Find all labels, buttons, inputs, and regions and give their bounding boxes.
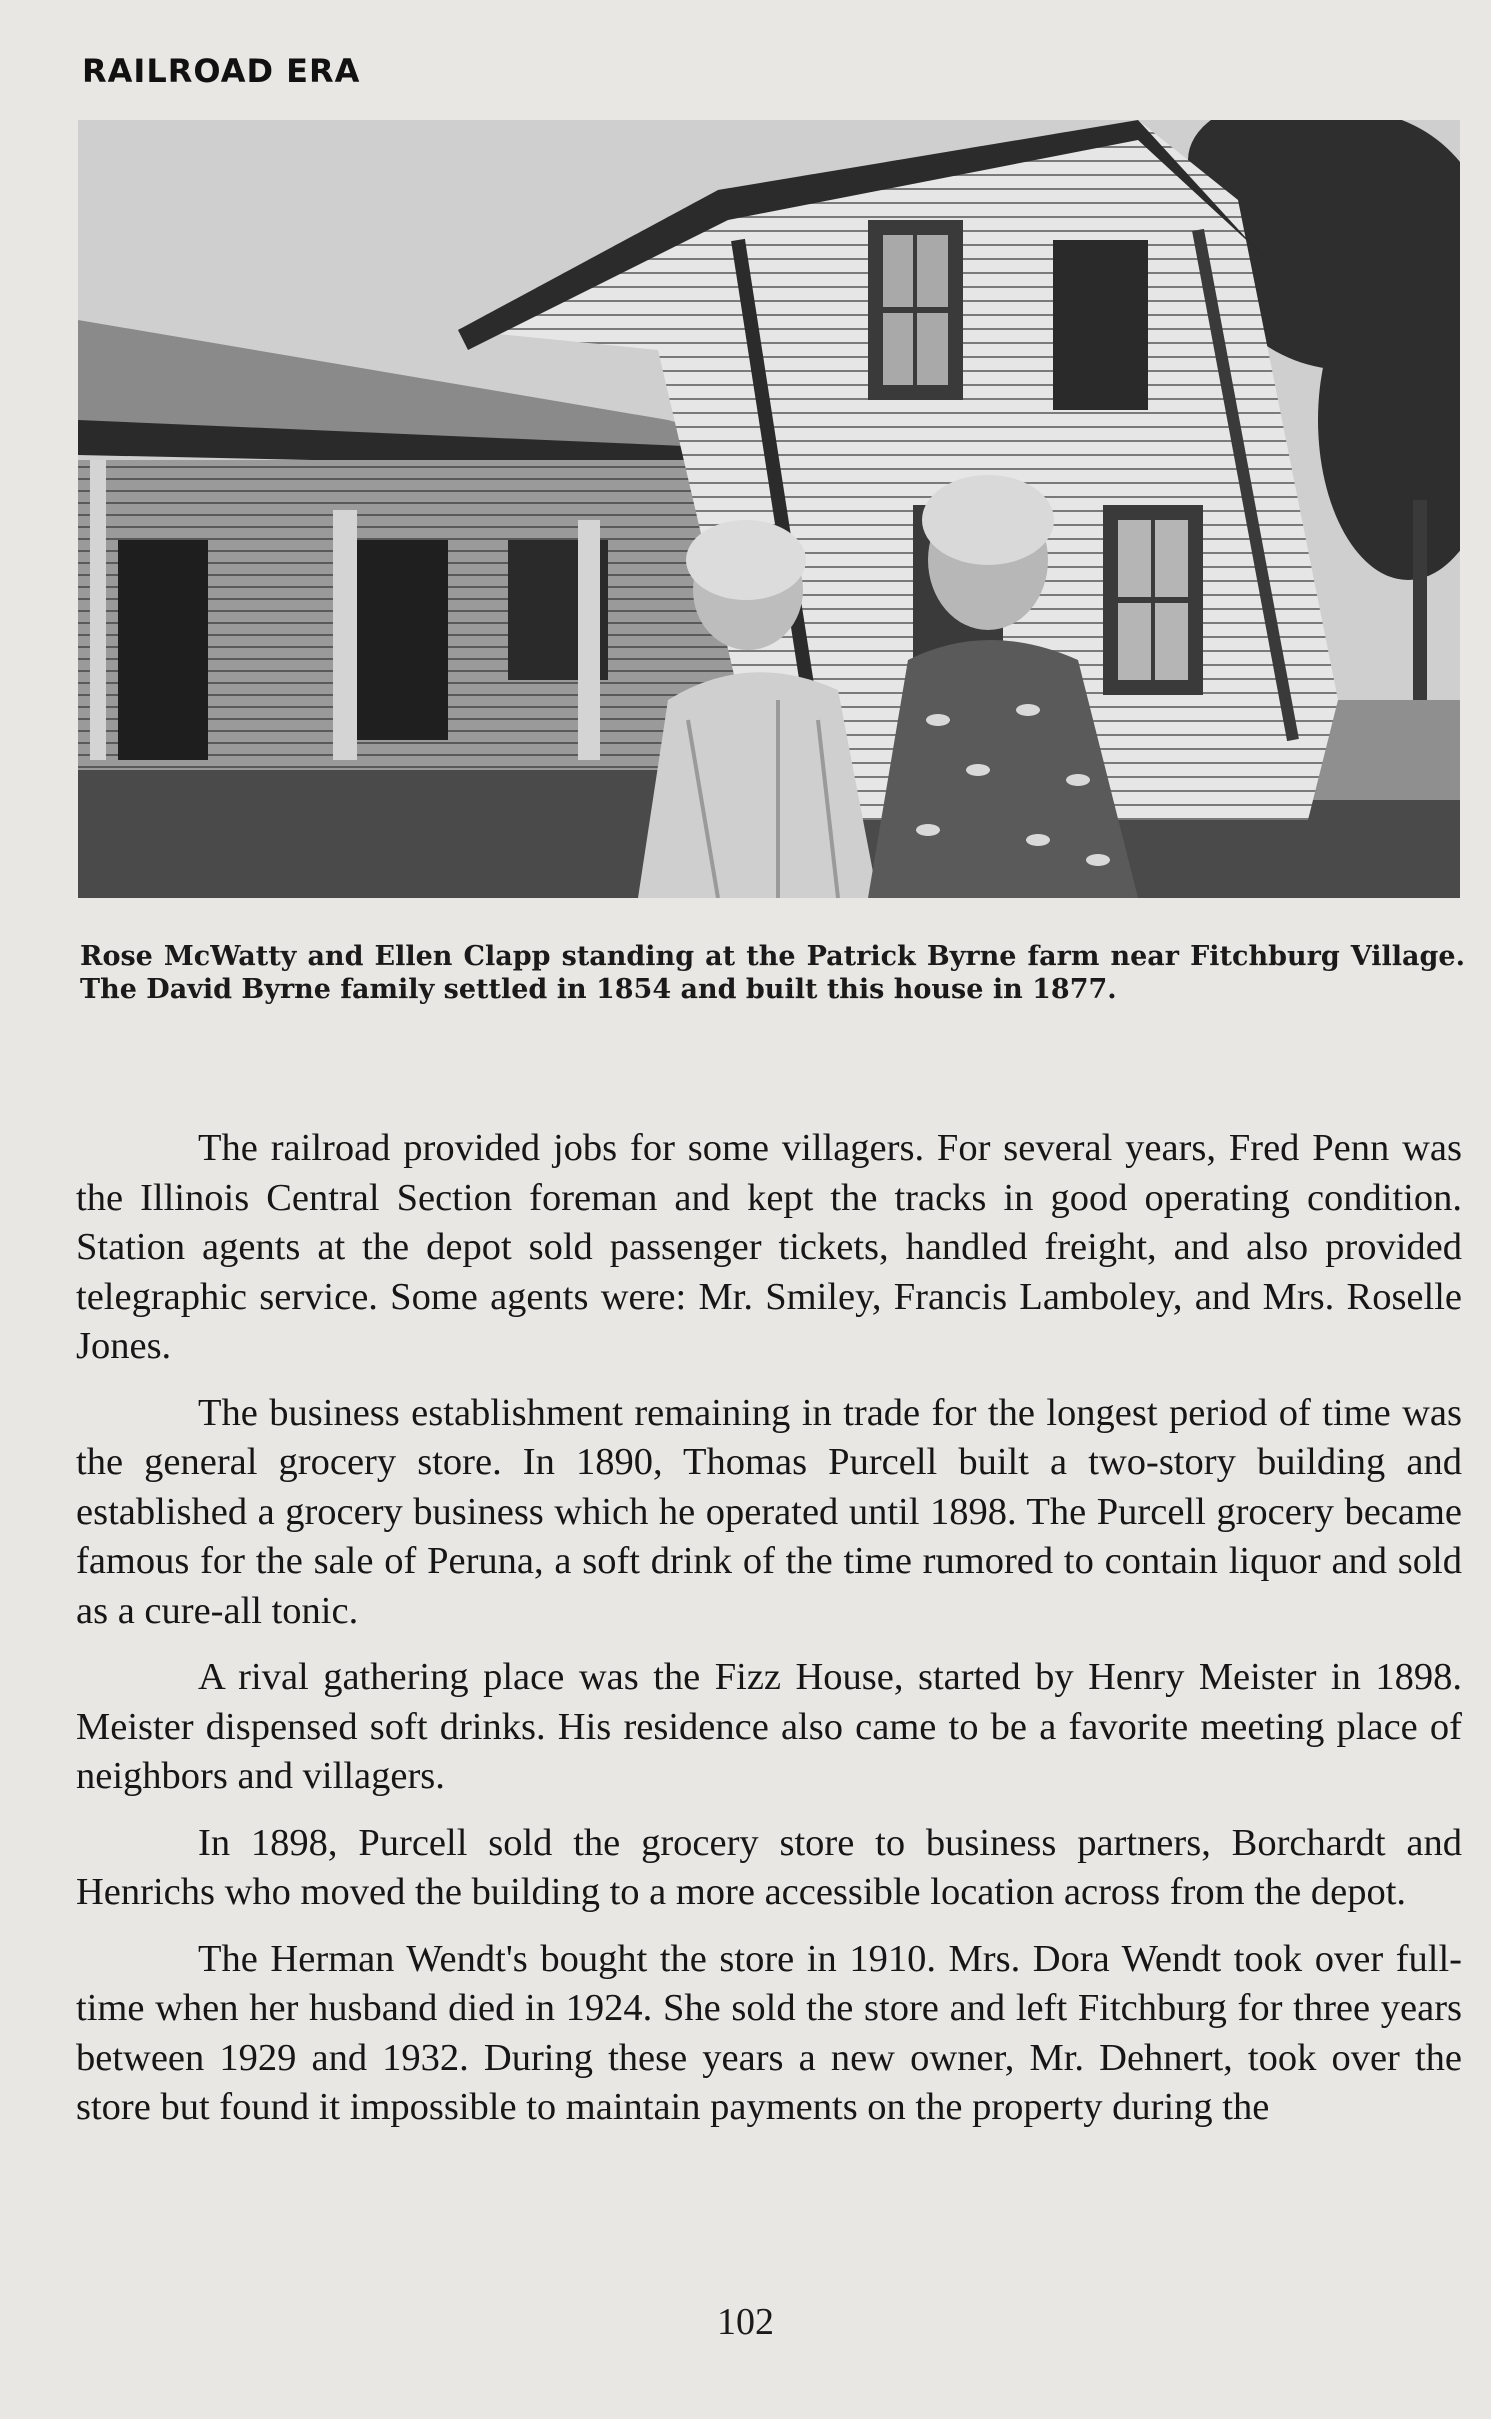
- photo-caption: Rose McWatty and Ellen Clapp standing at the Patrick Byrne farm near Fitchburg Village. The David Byrne family settled in 1854 and built this house in 1877.: [80, 941, 1465, 1005]
- paragraph: In 1898, Purcell sold the grocery store to business partners, Borchardt and Henrichs who moved the building to a more accessible location across from the depot.: [76, 1821, 1462, 1913]
- page-number: 102: [717, 2301, 774, 2343]
- farmhouse-photo: [78, 120, 1460, 898]
- body-text: [76, 1124, 1462, 2150]
- paragraph: A rival gathering place was the Fizz House, started by Henry Meister in 1898. Meister dispensed soft drinks. His residence also came to be a favorite meeting place of neighbors and villagers.: [76, 1656, 1462, 1797]
- running-head: RAILROAD ERA: [82, 52, 361, 90]
- photograph: [78, 120, 1460, 898]
- paragraph: The Herman Wendt's bought the store in 1910. Mrs. Dora Wendt took over full-time when her husband died in 1924. She sold the store and left Fitchburg for three years between 1929 and 1932. During these years a new owner, Mr. Dehnert, took over the store but found it impossible to maintain payments on the property during the: [76, 1937, 1462, 2128]
- paragraph: The railroad provided jobs for some villagers. For several years, Fred Penn was the Illinois Central Section foreman and kept the tracks in good operating condition. Station agents at the depot sold passenger tickets, handled freight, and also provided telegraphic service. Some agents were: Mr. Smiley, Francis Lamboley, and Mrs. Roselle Jones.: [76, 1127, 1462, 1367]
- paragraph: The business establishment remaining in trade for the longest period of time was the general grocery store. In 1890, Thomas Purcell built a two-story building and established a grocery business which he operated until 1898. The Purcell grocery became famous for the sale of Peruna, a soft drink of the time rumored to contain liquor and sold as a cure-all tonic.: [76, 1391, 1462, 1632]
